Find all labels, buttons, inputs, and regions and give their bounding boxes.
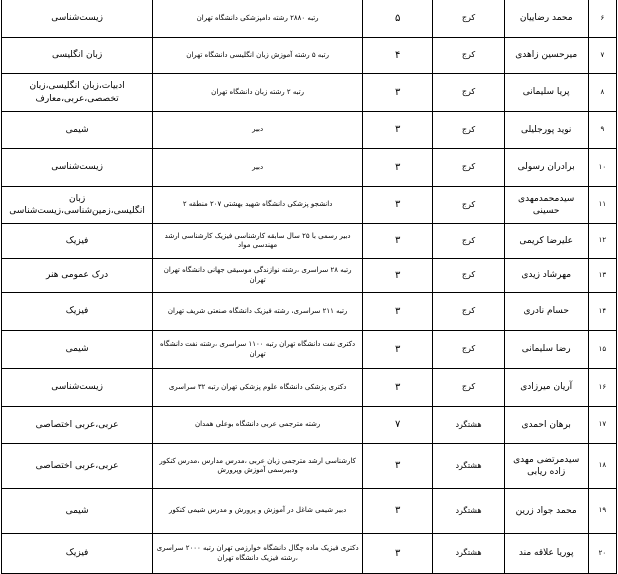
table-row	[2, 259, 617, 293]
row-number: ۱۴	[588, 293, 616, 331]
table-row	[2, 112, 617, 149]
row-number: ۱۸	[588, 444, 616, 489]
row-number: ۲۰	[588, 534, 616, 574]
teacher-name: نوید پورجلیلی	[504, 112, 588, 149]
description: دکتری پزشکی دانشگاه علوم پزشکی تهران رتبه ۳۲ سراسری	[153, 369, 363, 407]
row-number: ۱۹	[588, 489, 616, 534]
description: دانشجو پزشکی دانشگاه شهید بهشتی ۲۰۷ منطقه ۲	[153, 187, 363, 224]
description: رتبه ۵ رشته آموزش زبان انگلیسی دانشگاه تهران	[153, 38, 363, 74]
city: کرج	[433, 293, 504, 331]
table-row	[2, 74, 617, 112]
city: کرج	[433, 331, 504, 369]
rank-value: ۳	[363, 534, 433, 574]
description: رتبه ۲۸ سراسری ،رشته نوازندگی موسیقی جهانی دانشگاه تهران تهران	[153, 259, 363, 293]
rank-value: ۳	[363, 331, 433, 369]
subject: زبان انگلیسی،زمین‌شناسی،زیست‌شناسی	[2, 187, 153, 224]
subject: فیزیک	[2, 293, 153, 331]
description: دبیر رسمی با ۲۵ سال سابقه کارشناسی فیزیک کارشناسی ارشد مهندسی مواد	[153, 224, 363, 259]
table-row	[2, 331, 617, 369]
city: هشتگرد	[433, 534, 504, 574]
subject: زبان انگلیسی	[2, 38, 153, 74]
table-row	[2, 187, 617, 224]
city: کرج	[433, 112, 504, 149]
description: رتبه ۲ رشته زبان دانشگاه تهران	[153, 74, 363, 112]
description: دبیر	[153, 149, 363, 187]
row-number: ۱۵	[588, 331, 616, 369]
city: هشتگرد	[433, 489, 504, 534]
city: هشتگرد	[433, 407, 504, 444]
teacher-name: رضا سلیمانی	[504, 331, 588, 369]
rank-value: ۴	[363, 38, 433, 74]
teacher-name: برهان احمدی	[504, 407, 588, 444]
city: کرج	[433, 369, 504, 407]
subject: زیست‌شناسی	[2, 0, 153, 38]
teacher-name: مهرشاد زیدی	[504, 259, 588, 293]
table-row	[2, 224, 617, 259]
rank-value: ۷	[363, 407, 433, 444]
description: کارشناسی ارشد مترجمی زبان عربی ،مدرس مدارس ،مدرس کنکور ودبیرسمی آموزش وپرورش	[153, 444, 363, 489]
row-number: ۱۲	[588, 224, 616, 259]
rank-value: ۳	[363, 224, 433, 259]
teacher-name: آریان میرزادی	[504, 369, 588, 407]
rank-value: ۳	[363, 293, 433, 331]
row-number: ۱۶	[588, 369, 616, 407]
teacher-name: محمد جواد زرین	[504, 489, 588, 534]
teacher-name: علیرضا کریمی	[504, 224, 588, 259]
subject: زیست‌شناسی	[2, 149, 153, 187]
row-number: ۱۷	[588, 407, 616, 444]
teacher-name: میرحسین زاهدی	[504, 38, 588, 74]
row-number: ۱۰	[588, 149, 616, 187]
table-row	[2, 407, 617, 444]
table-row	[2, 0, 617, 38]
city: کرج	[433, 38, 504, 74]
teacher-name: برادران رسولی	[504, 149, 588, 187]
city: کرج	[433, 0, 504, 38]
subject: ادبیات،زبان انگلیسی،زبان تخصصی،عربی،معارف	[2, 74, 153, 112]
table-row	[2, 38, 617, 74]
subject: شیمی	[2, 489, 153, 534]
city: کرج	[433, 259, 504, 293]
row-number: ۱۳	[588, 259, 616, 293]
rank-value: ۳	[363, 369, 433, 407]
rank-value: ۳	[363, 187, 433, 224]
subject: شیمی	[2, 112, 153, 149]
table-row	[2, 444, 617, 489]
table-body	[2, 0, 617, 574]
description: رتبه ۲۱۱ سراسری، رشته فیزیک دانشگاه صنعتی شریف تهران	[153, 293, 363, 331]
description: دکتری نفت دانشگاه تهران رتبه ۱۱۰۰ سراسری ،رشته نفت دانشگاه تهران	[153, 331, 363, 369]
subject: عربی،عربی اختصاصی	[2, 444, 153, 489]
rank-value: ۳	[363, 444, 433, 489]
subject: عربی،عربی اختصاصی	[2, 407, 153, 444]
table-row	[2, 534, 617, 574]
subject: زیست‌شناسی	[2, 369, 153, 407]
row-number: ۹	[588, 112, 616, 149]
subject: فیزیک	[2, 534, 153, 574]
teacher-name: سیدمرتضی مهدی زاده ریابی	[504, 444, 588, 489]
row-number: ۷	[588, 38, 616, 74]
description: رتبه ۲۸۸۰ رشته دامپزشکی دانشگاه تهران	[153, 0, 363, 38]
subject: درک عمومی هنر	[2, 259, 153, 293]
city: هشتگرد	[433, 444, 504, 489]
subject: فیزیک	[2, 224, 153, 259]
rank-value: ۳	[363, 112, 433, 149]
city: کرج	[433, 187, 504, 224]
city: کرج	[433, 74, 504, 112]
table-row	[2, 369, 617, 407]
teacher-name: محمد رضاییان	[504, 0, 588, 38]
teacher-name: پوریا علاقه مند	[504, 534, 588, 574]
row-number: ۶	[588, 0, 616, 38]
table-row	[2, 293, 617, 331]
city: کرج	[433, 224, 504, 259]
row-number: ۱۱	[588, 187, 616, 224]
teacher-name: سیدمحمدمهدی حسینی	[504, 187, 588, 224]
teachers-table	[1, 0, 617, 574]
rank-value: ۳	[363, 489, 433, 534]
description: دبیر	[153, 112, 363, 149]
teacher-name: پریا سلیمانی	[504, 74, 588, 112]
description: دبیر شیمی شاغل در آموزش و پرورش و مدرس شیمی کنکور	[153, 489, 363, 534]
table-row	[2, 489, 617, 534]
rank-value: ۳	[363, 259, 433, 293]
subject: شیمی	[2, 331, 153, 369]
table-row	[2, 149, 617, 187]
rank-value: ۳	[363, 149, 433, 187]
teacher-name: حسام نادری	[504, 293, 588, 331]
row-number: ۸	[588, 74, 616, 112]
city: کرج	[433, 149, 504, 187]
description: دکتری فیزیک ماده چگال دانشگاه خوارزمی تهران رتبه ۲۰۰۰ سراسری ،رشته فیزیک دانشگاه تهران	[153, 534, 363, 574]
rank-value: ۳	[363, 74, 433, 112]
description: رشته مترجمی عربی دانشگاه بوعلی همدان	[153, 407, 363, 444]
rank-value: ۵	[363, 0, 433, 38]
